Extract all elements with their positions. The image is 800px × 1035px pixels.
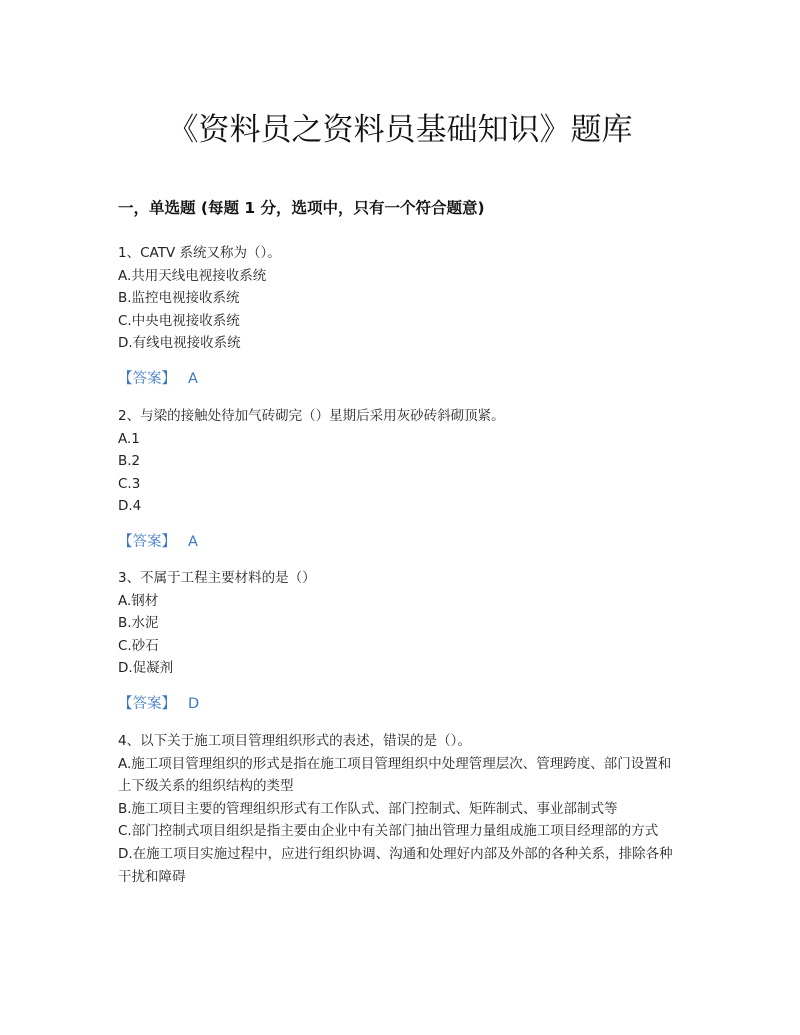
option-c: C.砂石 [118, 637, 159, 654]
option-d: D.4 [118, 498, 142, 515]
section-heading: 一，单选题 (每题 1 分，选项中，只有一个符合题意) [118, 199, 485, 217]
answer-row [118, 368, 684, 390]
question-stem: 2、与梁的接触处待加气砖砌完（）星期后采用灰砂砖斜砌顶紧。 [118, 408, 505, 424]
option-d: D.有线电视接收系统 [118, 335, 241, 352]
question-4 [118, 730, 684, 888]
option-b: B.2 [118, 453, 141, 470]
answer-label: 【答案】 [118, 370, 176, 387]
option-a: A.共用天线电视接收系统 [118, 267, 267, 284]
option-c: C.部门控制式项目组织是指主要由企业中有关部门抽出管理力量组成施工项目经理部的方式 [118, 823, 659, 840]
option-b: B.施工项目主要的管理组织形式有工作队式、部门控制式、矩阵制式、事业部制式等 [118, 800, 618, 817]
answer-row [118, 693, 684, 715]
question-stem: 3、不属于工程主要材料的是（） [118, 570, 316, 586]
option-c: C.中央电视接收系统 [118, 312, 240, 329]
option-d: D.促凝剂 [118, 660, 174, 677]
answer-label: 【答案】 [118, 533, 176, 550]
option-a: A.1 [118, 430, 140, 447]
question-1 [118, 242, 684, 390]
question-stem: 4、以下关于施工项目管理组织形式的表述，错误的是（）。 [118, 733, 471, 749]
option-c: C.3 [118, 475, 141, 492]
answer-value: A [188, 370, 198, 387]
option-d: D.在施工项目实施过程中，应进行组织协调、沟通和处理好内部及外部的各种关系，排除各种干扰和障碍 [118, 845, 673, 885]
option-b: B.水泥 [118, 615, 159, 632]
answer-label: 【答案】 [118, 695, 176, 712]
option-a: A.施工项目管理组织的形式是指在施工项目管理组织中处理管理层次、管理跨度、部门设置和上下级关系的组织结构的类型 [118, 755, 672, 795]
answer-row [118, 531, 684, 553]
question-3 [118, 567, 684, 715]
answer-value: A [188, 533, 198, 550]
question-2 [118, 405, 684, 553]
question-stem: 1、CATV 系统又称为（）。 [118, 245, 281, 261]
answer-value: D [188, 695, 200, 712]
document-title: 《资料员之资料员基础知识》题库 [167, 112, 633, 148]
option-b: B.监控电视接收系统 [118, 290, 240, 307]
option-a: A.钢材 [118, 592, 159, 609]
